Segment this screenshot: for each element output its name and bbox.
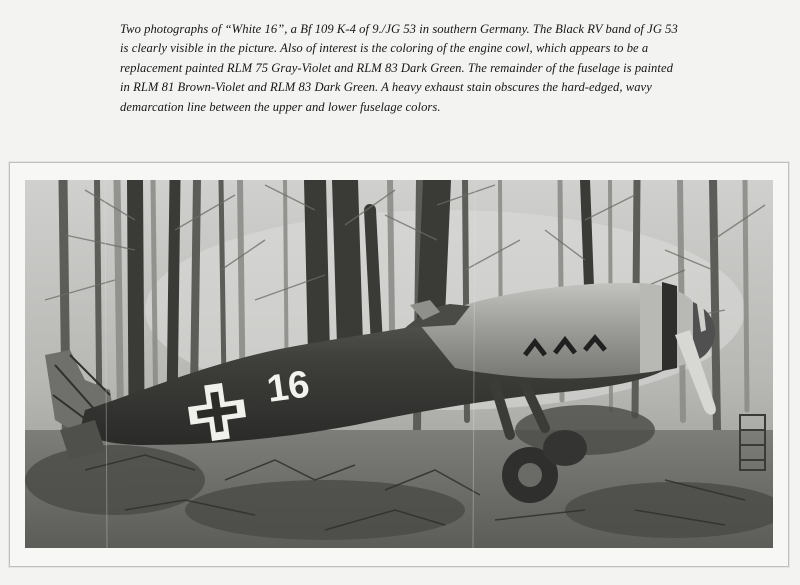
photo-frame — [9, 162, 789, 567]
aircraft-number: 16 — [264, 363, 313, 411]
photo-caption: Two photographs of “White 16”, a Bf 109 K-4 of 9./JG 53 in southern Germany. The Black RV band of JG 53 is clearly visible in the picture. Also of interest is the coloring of the engine cowl, which appears to be a replacement painted RLM 75 Gray-Violet and RLM 83 Dark Green. The remainder of the fuselage is painted in RLM 81 Brown-Violet and RLM 83 Dark Green. A heavy exhaust stain obscures the hard-edged, wavy demarcation line between the upper and lower fuselage colors. — [120, 22, 678, 114]
aircraft-photograph — [25, 180, 773, 548]
aircraft-photograph-drawing — [25, 180, 773, 548]
